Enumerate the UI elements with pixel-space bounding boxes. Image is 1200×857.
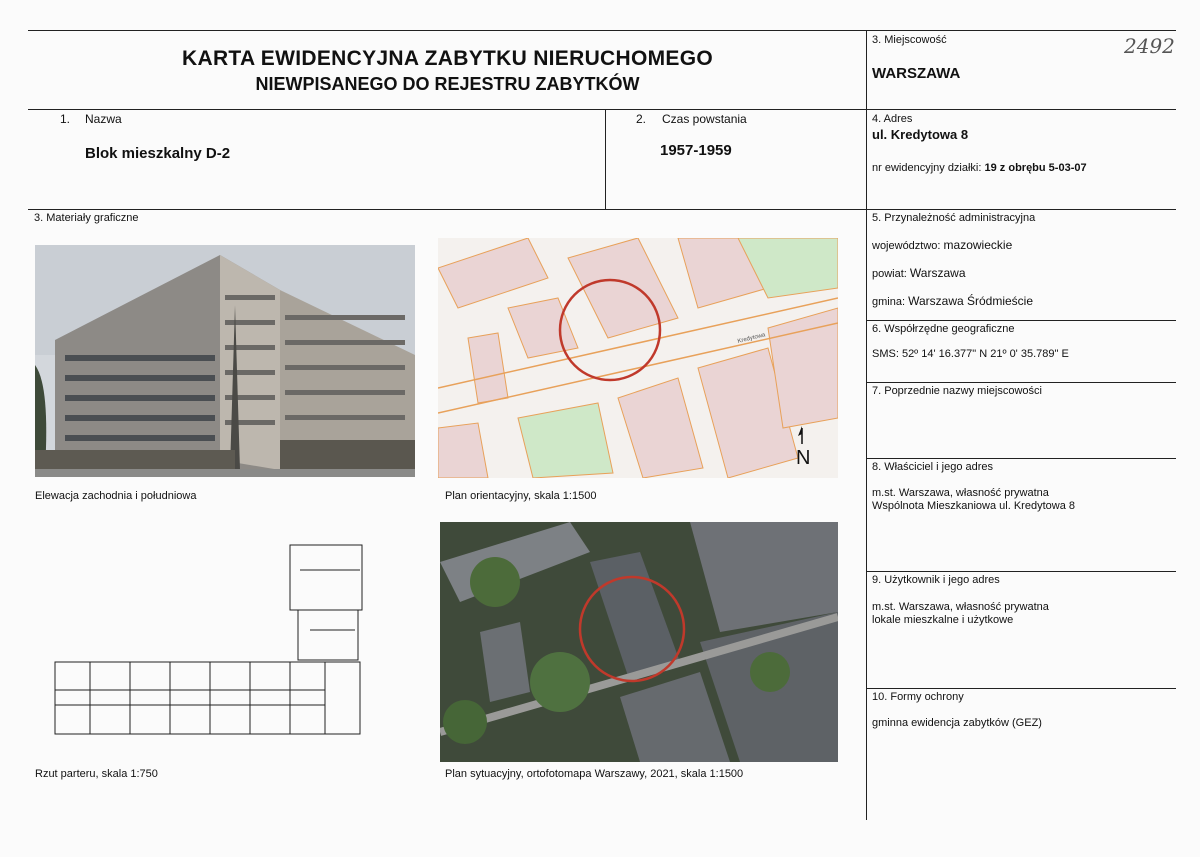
- period-number: 2.: [636, 112, 647, 126]
- county-label: powiat:: [872, 268, 907, 280]
- user-label: 9. Użytkownik i jego adres: [872, 574, 1000, 586]
- voivodeship-value: mazowieckie: [943, 238, 1013, 252]
- handwritten-number: 2492: [1124, 34, 1175, 58]
- owner-line1: m.st. Warszawa, własność prywatna: [872, 487, 1049, 499]
- card-title-line1: KARTA EWIDENCYJNA ZABYTKU NIERUCHOMEGO: [182, 47, 713, 70]
- floor-plan-drawing: [50, 540, 370, 740]
- period-label: Czas powstania: [662, 112, 747, 126]
- parcel-line: [872, 162, 1087, 174]
- plan-caption: Plan orientacyjny, skala 1:1500: [445, 490, 597, 502]
- voivodeship-line: [872, 238, 1012, 252]
- name-period-divider: [605, 109, 606, 209]
- top-border: [28, 30, 1176, 31]
- north-arrow-letter: N: [796, 447, 811, 469]
- right-column-divider: [866, 30, 867, 820]
- previous-names-label: 7. Poprzednie nazwy miejscowości: [872, 385, 1042, 397]
- address-label: 4. Adres: [872, 113, 913, 125]
- commune-value: Warszawa Śródmieście: [908, 294, 1034, 308]
- owner-line2: Wspólnota Mieszkaniowa ul. Kredytowa 8: [872, 500, 1075, 512]
- floor-plan-caption: Rzut parteru, skala 1:750: [35, 768, 158, 780]
- county-value: Warszawa: [909, 266, 966, 280]
- right-row-divider-7: [866, 382, 1176, 383]
- name-number: 1.: [60, 112, 71, 126]
- map-street-label: Kredytowa: [737, 332, 767, 345]
- locality-value: WARSZAWA: [872, 65, 961, 82]
- card-title-line2: NIEWPISANEGO DO REJESTRU ZABYTKÓW: [255, 74, 640, 94]
- building-photo: [35, 245, 415, 477]
- owner-label: 8. Właściciel i jego adres: [872, 461, 994, 473]
- orthophoto-map: [440, 522, 838, 762]
- user-line2: lokale mieszkalne i użytkowe: [872, 614, 1014, 626]
- right-row-divider-10: [866, 688, 1176, 689]
- name-row-bottom-border: [28, 209, 1176, 210]
- protection-value: gminna ewidencja zabytków (GEZ): [872, 717, 1042, 729]
- graphics-label: 3. Materiały graficzne: [34, 212, 139, 224]
- name-label: Nazwa: [85, 112, 122, 126]
- user-line1: m.st. Warszawa, własność prywatna: [872, 601, 1049, 613]
- right-row-divider-9: [866, 571, 1176, 572]
- locality-label: 3. Miejscowość: [872, 34, 947, 46]
- address-street: ul. Kredytowa 8: [872, 127, 969, 142]
- orientation-map: [438, 238, 838, 478]
- voivodeship-label: województwo:: [872, 240, 941, 252]
- county-line: [872, 266, 966, 280]
- parcel-label: nr ewidencyjny działki:: [872, 162, 982, 174]
- protection-label: 10. Formy ochrony: [872, 691, 964, 703]
- parcel-value: 19 z obrębu 5-03-07: [984, 162, 1087, 174]
- commune-label: gmina:: [872, 296, 906, 308]
- coords-value: SMS: 52º 14' 16.377" N 21º 0' 35.789" E: [872, 348, 1069, 360]
- right-row-divider-8: [866, 458, 1176, 459]
- admin-label: 5. Przynależność administracyjna: [872, 212, 1036, 224]
- name-value: Blok mieszkalny D-2: [85, 145, 231, 162]
- period-value: 1957-1959: [660, 142, 732, 159]
- commune-line: [872, 294, 1033, 308]
- header-bottom-border: [28, 109, 1176, 110]
- orthophoto-caption: Plan sytuacyjny, ortofotomapa Warszawy, 2021, skala 1:1500: [445, 768, 744, 780]
- coords-label: 6. Współrzędne geograficzne: [872, 323, 1015, 335]
- photo-caption: Elewacja zachodnia i południowa: [35, 490, 197, 502]
- right-row-divider-6: [866, 320, 1176, 321]
